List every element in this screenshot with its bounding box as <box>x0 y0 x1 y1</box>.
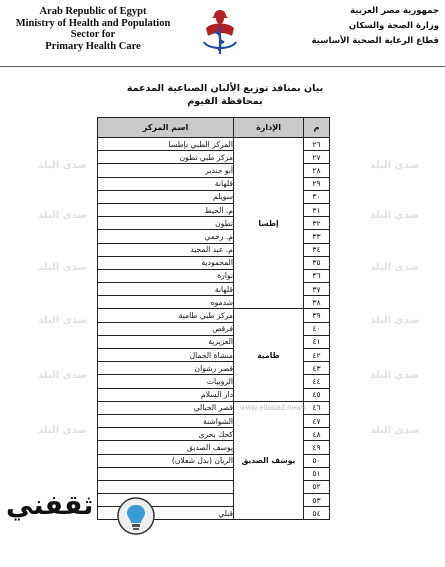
row-number: ٤٢ <box>304 349 330 362</box>
row-number: ٤٧ <box>304 414 330 427</box>
row-number: ٤٨ <box>304 428 330 441</box>
brand-name: ثقفني <box>6 490 94 521</box>
center-name: م. عبد المجيد <box>98 243 234 256</box>
title-line-2: بمحافظة الفيوم <box>187 96 263 107</box>
center-name: قصر الجبالي <box>98 401 234 414</box>
brand-overlay <box>6 488 156 548</box>
center-name: قبلي <box>98 507 234 520</box>
department-cell: إطسا <box>234 138 304 309</box>
center-name: المركز الطبي بإطسا <box>98 138 234 151</box>
center-name: تطون <box>98 217 234 230</box>
row-number: ٣٧ <box>304 283 330 296</box>
row-number: ٣٠ <box>304 190 330 203</box>
watermark-text: صدى البلد <box>38 370 88 381</box>
row-number: ٣٤ <box>304 243 330 256</box>
ministry-logo-icon <box>198 6 242 56</box>
row-number: ٤٥ <box>304 388 330 401</box>
row-number: ٥٢ <box>304 480 330 493</box>
table-header-row <box>98 118 330 138</box>
header-arabic <box>299 4 439 49</box>
row-number: ٤٩ <box>304 441 330 454</box>
center-name: قلهانة <box>98 283 234 296</box>
center-name: قصر رشوان <box>98 362 234 375</box>
row-number: ٣٢ <box>304 217 330 230</box>
row-number: ٣٦ <box>304 269 330 282</box>
center-name: مركز طبي تطون <box>98 151 234 164</box>
row-number: ٥٤ <box>304 507 330 520</box>
row-number: ٣٩ <box>304 309 330 322</box>
row-number: ٤٤ <box>304 375 330 388</box>
department-cell: يوسف الصديق <box>234 401 304 520</box>
row-number: ٣٥ <box>304 256 330 269</box>
row-number: ٢٨ <box>304 164 330 177</box>
row-number: ٣١ <box>304 203 330 216</box>
watermark-text: صدى البلد <box>370 425 420 436</box>
header-english-line: Sector for <box>70 29 116 40</box>
center-name: العزيزية <box>98 335 234 348</box>
table-row <box>98 138 330 151</box>
center-name: م. الحيط <box>98 203 234 216</box>
watermark-text: صدى البلد <box>38 210 88 221</box>
row-number: ٤٠ <box>304 322 330 335</box>
row-number: ٣٨ <box>304 296 330 309</box>
center-name: الشواشنة <box>98 414 234 427</box>
center-name: الريان (بدل شعلان) <box>98 454 234 467</box>
row-number: ٤٣ <box>304 362 330 375</box>
row-number: ٤٦ <box>304 401 330 414</box>
column-header-department: الإدارة <box>234 118 304 138</box>
header-divider <box>0 66 445 67</box>
center-name: مركز طبي طامية <box>98 309 234 322</box>
watermark-text: صدى البلد <box>38 160 88 171</box>
header-english-line: Primary Health Care <box>45 40 141 52</box>
watermark-text: صدى البلد <box>370 160 420 171</box>
header-english <box>8 6 178 52</box>
column-header-center: اسم المركز <box>98 118 234 138</box>
row-number: ٣٣ <box>304 230 330 243</box>
watermark-text: صدى البلد <box>38 425 88 436</box>
department-cell: طامية <box>234 309 304 401</box>
center-name: كحك بحرى <box>98 428 234 441</box>
watermark-text: صدى البلد <box>370 262 420 273</box>
header-english-line: Ministry of Health and Population <box>15 17 171 29</box>
row-number: ٢٦ <box>304 138 330 151</box>
row-number: ٢٩ <box>304 177 330 190</box>
title-line-1: بيان بمنافذ توزيع الألبان الصناعية المدعمة <box>126 83 324 94</box>
header-arabic-line: وزارة الصحة والسكان <box>348 21 439 31</box>
center-name: شدموه <box>98 296 234 309</box>
document-title <box>80 82 370 108</box>
watermark-text: صدى البلد <box>38 262 88 273</box>
center-name: م. رحمي <box>98 230 234 243</box>
header-arabic-line: قطاع الرعاية الصحية الأساسية <box>311 36 439 46</box>
center-name: نوارة <box>98 269 234 282</box>
center-name: الروبيات <box>98 375 234 388</box>
row-number: ٥٠ <box>304 454 330 467</box>
row-number: ٥٣ <box>304 494 330 507</box>
watermark-text: صدى البلد <box>370 315 420 326</box>
watermark-text: صدى البلد <box>370 370 420 381</box>
column-header-number: م <box>304 118 330 138</box>
center-name: منشاة الجمال <box>98 349 234 362</box>
center-name: أبو جندير <box>98 164 234 177</box>
watermark-site: www.elbalad.news <box>240 403 306 412</box>
header-arabic-line: جمهورية مصر العربية <box>350 6 439 16</box>
center-name: سويلم <box>98 190 234 203</box>
watermark-text: صدى البلد <box>370 210 420 221</box>
watermark-text: صدى البلد <box>38 315 88 326</box>
row-number: ٥١ <box>304 467 330 480</box>
table-row <box>98 309 330 322</box>
center-name: فرقص <box>98 322 234 335</box>
lightbulb-icon <box>116 496 156 536</box>
row-number: ٤١ <box>304 335 330 348</box>
center-name: المحمودية <box>98 256 234 269</box>
center-name: دار السلام <box>98 388 234 401</box>
distribution-table <box>97 117 330 520</box>
row-number: ٢٧ <box>304 151 330 164</box>
center-name: يوسف الصديق <box>98 441 234 454</box>
header-english-line: Arab Republic of Egypt <box>39 6 147 17</box>
center-name: قلهانة <box>98 177 234 190</box>
center-name <box>98 467 234 480</box>
